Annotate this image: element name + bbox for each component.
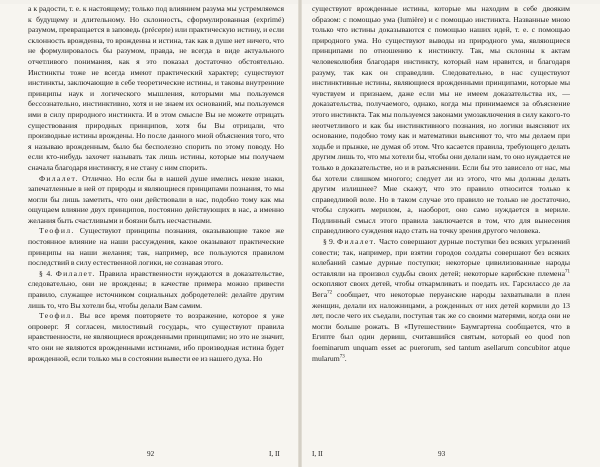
- text-run: сообщает, что некоторые перуанские народы захватывали в плен женщин, делали их наложницами, а рожденных от них детей кормили до 13 лет, после чего их съедали, поступая так же со своими матерями, когда они не могли больше рожать. В «Путешествии» Баумгартена сообщается, что в Египте был один дервиш, считавшийся святым, который eo quod non foeminarum unquam esset ac puerorum, sed tantum asellarum concubitor atque mularum: [312, 290, 570, 363]
- paragraph: [28, 311, 284, 364]
- paragraph: [312, 237, 570, 364]
- text-run: Часто совершают дурные поступки без всяких угрызений совести; так, например, при взятии городов солдаты совершают без всяких колебаний самые дурные поступки; некоторые цивилизованные народы оставляли на произвол судьбы своих детей; некоторые карибские племена: [312, 237, 570, 278]
- paragraph: [28, 269, 284, 311]
- text-run: Правила нравственности нуждаются в доказательстве, следовательно, они не врождены; в качестве примера можно привести правило, служащее источником социальных добродетелей: делайте другим лишь то, что Вы хотели бы, чтобы делали Вам самим.: [28, 268, 284, 310]
- speaker-name: Филалет.: [39, 173, 79, 183]
- footnote-ref: 71: [565, 269, 570, 275]
- text-run: существуют врожденные истины, которые мы находим в себе двояким образом: с помощью ума (lumière) и с помощью инстинкта. Названные мною только что истины доказываются с помощью наших идей, т. е. с помощью природного ума. Но существуют выводы из природного ума, являющиеся принципами по отношению к инстинкту. Так, мы склонны к актам человеколюбия благодаря инстинкту, который нам нравится, и благодаря разуму, так как он справедлив. Следовательно, в нас существуют инстинктивные истины, являющиеся врожденными принципами, которые мы чувствуем и признаем, даже если мы не имеем доказательства их, — доказательства, получаемого, однако, когда мы принимаемся за объяснение этого инстинкта. Так мы пользуемся законами умозаключения в силу какого-то неотчетливого и как бы инстинктивного познания, но логики выясняют их основание, подобно тому как и математики выясняют то, что мы делаем при ходьбе и прыжке, не думая об этом. Что касается правила, требующего делать другим лишь то, что мы хотели бы, чтобы они делали нам, то оно нуждается не только в доказательстве, но и в разъяснении. Если бы это зависело от нас, мы бы хотели слишком многого; следует ли из этого, что мы должны делать другим излишнее? Мне скажут, что это правило относится только к справедливой воле. Но в таком случае это правило не только не достаточно, чтобы служить мерилом, а, наоборот, оно само нуждается в мериле. Подлинный смысл этого правила заключается в том, что для вынесения справедливого суждения надо стать на точку зрения другого человека.: [312, 4, 570, 236]
- book-gutter: [298, 0, 302, 467]
- text-run: Вы все время повторяете то возражение, которое я уже опроверг. Я согласен, милостивый государь, что существуют правила нравственности, не являющиеся врожденными принципами; но это не значит, что они не являются врожденными истинами, ибо производная истина будет врожденной, если только мы в состоянии вывести ее из нашего духа. Но: [28, 311, 284, 363]
- text-run: оскопляют своих детей, чтобы откармливать и поедать их. Гарсилассо де ла Вега: [312, 279, 570, 300]
- text-run: Существуют принципы познания, оказывающие такое же постоянное влияние на наши рассуждения, какое оказывают практические принципы на наши желания; так, например, все пользуются правилом последствий в силу естественной логики, не сознавая этого.: [28, 226, 284, 268]
- speaker-name: Филалет.: [55, 268, 96, 278]
- text-run: а к радости, т. е. к настоящему; только под влиянием разума мы устремляемся к будущему и длительному. Но склонность, сформулированная (exprimé) разумом, превращается в заповедь (précepte) или практическую истину, и если склонность врожденна, то врожденна и истина, так как в душе нет ничего, что не формулировалось бы разумом, правда, не всегда в виде актуального отчетливого понимания, как я это показал достаточно обстоятельно. Инстинкты тоже не всегда имеют практический характер; существуют инстинкты, заключающие в себе теоретические истины, и таковы внутренние принципы наук и логического мышления, которыми мы пользуемся бессознательно, инстинктивно, хотя и не знаем их оснований, мы пользуемся ими в силу природного инстинкта. И в этом смысле Вы не можете отрицать существования природных принципов, хотя бы Вы отрицали, что производные истины врождены. Но после данного мной объяснения того, что я называю врожденным, было бы бесполезно спорить по этому поводу. Но если кто-нибудь захочет называть так лишь истины, которые мы получаем сначала благодаря инстинкту, я не стану с ним спорить.: [28, 4, 284, 172]
- text-run: § 9.: [323, 237, 338, 247]
- page-number-left: 92: [147, 450, 155, 458]
- footnote-ref: 73: [339, 354, 345, 360]
- page-number-right: 93: [438, 450, 446, 458]
- speaker-name: Теофил.: [39, 226, 75, 236]
- text-run: Отлично. Но если бы в нашей душе имелись некие знаки, запечатленные в ней от природы и являющиеся принципами познания, то мы могли бы лишь заметить, что они действовали в нас, подобно тому как мы ощущаем влияние двух принципов, постоянно действующих в нас, а именно желания быть счастливыми и боязни быть несчастными.: [28, 173, 284, 225]
- signature-mark-right: I, II: [312, 450, 323, 458]
- paragraph: [28, 4, 284, 174]
- footnote-ref: 72: [327, 290, 333, 296]
- signature-mark-left: I, II: [269, 450, 280, 458]
- speaker-name: Филалет.: [337, 237, 377, 247]
- left-page-text: [28, 4, 284, 364]
- text-run: .: [344, 353, 347, 363]
- right-page-text: [312, 4, 570, 364]
- text-run: § 4.: [39, 268, 56, 278]
- paragraph: [28, 226, 284, 268]
- paragraph: [312, 4, 570, 237]
- speaker-name: Теофил.: [39, 311, 75, 321]
- paragraph: [28, 174, 284, 227]
